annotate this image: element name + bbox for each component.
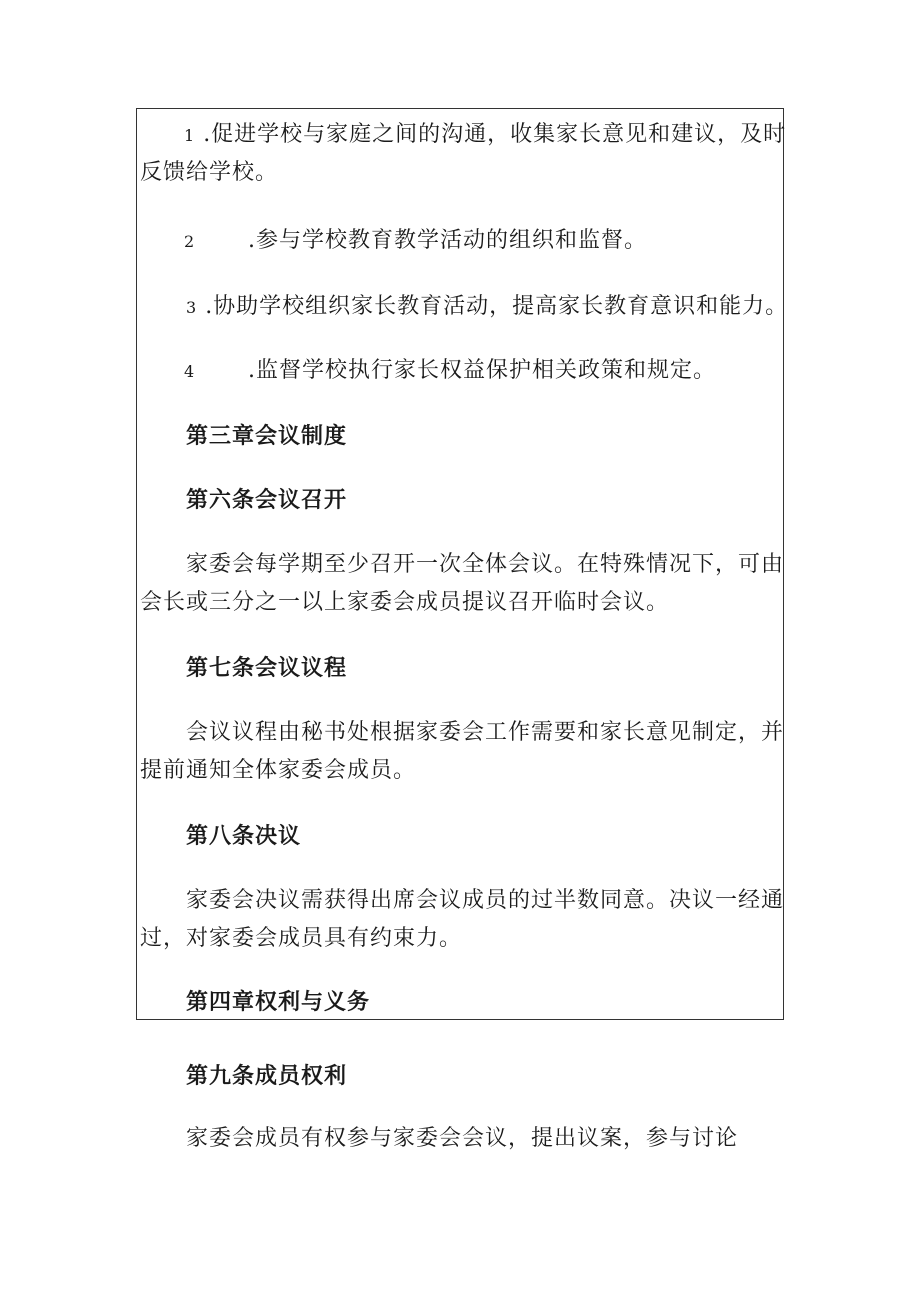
- item-text: .促进学校与家庭之间的沟通，收集家长意见和建议，及时: [203, 122, 787, 147]
- list-item-1: [184, 120, 800, 151]
- article-text-cont: 提前通知全体家委会成员。: [140, 758, 417, 783]
- item-number: 4: [184, 362, 196, 381]
- chapter-heading: 第三章会议制度: [186, 424, 348, 449]
- item-text: .监督学校执行家长权益保护相关政策和规定。: [248, 358, 716, 383]
- item-text: .参与学校教育教学活动的组织和监督。: [248, 228, 647, 253]
- article-text: 会议议程由秘书处根据家委会工作需要和家长意见制定，并: [186, 720, 785, 745]
- article-text-cont: 会长或三分之一以上家委会成员提议召开临时会议。: [140, 590, 670, 615]
- item-number: 2: [184, 232, 196, 251]
- list-item-3: [186, 292, 800, 323]
- list-item-2: [184, 226, 800, 257]
- chapter-heading: 第四章权利与义务: [186, 990, 371, 1015]
- article-heading: 第六条会议召开: [186, 488, 348, 513]
- article-heading: 第九条成员权利: [186, 1064, 348, 1089]
- article-heading: 第七条会议议程: [186, 656, 348, 681]
- item-number: 1: [184, 126, 196, 145]
- item-text: .协助学校组织家长教育活动，提高家长教育意识和能力。: [205, 294, 789, 319]
- list-item-1-cont: 反馈给学校。: [140, 160, 279, 185]
- item-number: 3: [186, 298, 198, 317]
- article-heading: 第八条决议: [186, 824, 302, 849]
- article-text: 家委会决议需获得出席会议成员的过半数同意。决议一经通: [186, 888, 785, 913]
- article-text: 家委会成员有权参与家委会会议，提出议案，参与讨论: [186, 1126, 739, 1151]
- article-text: 家委会每学期至少召开一次全体会议。在特殊情况下，可由: [186, 552, 785, 577]
- article-text-cont: 过，对家委会成员具有约束力。: [140, 926, 463, 951]
- list-item-4: [184, 356, 800, 387]
